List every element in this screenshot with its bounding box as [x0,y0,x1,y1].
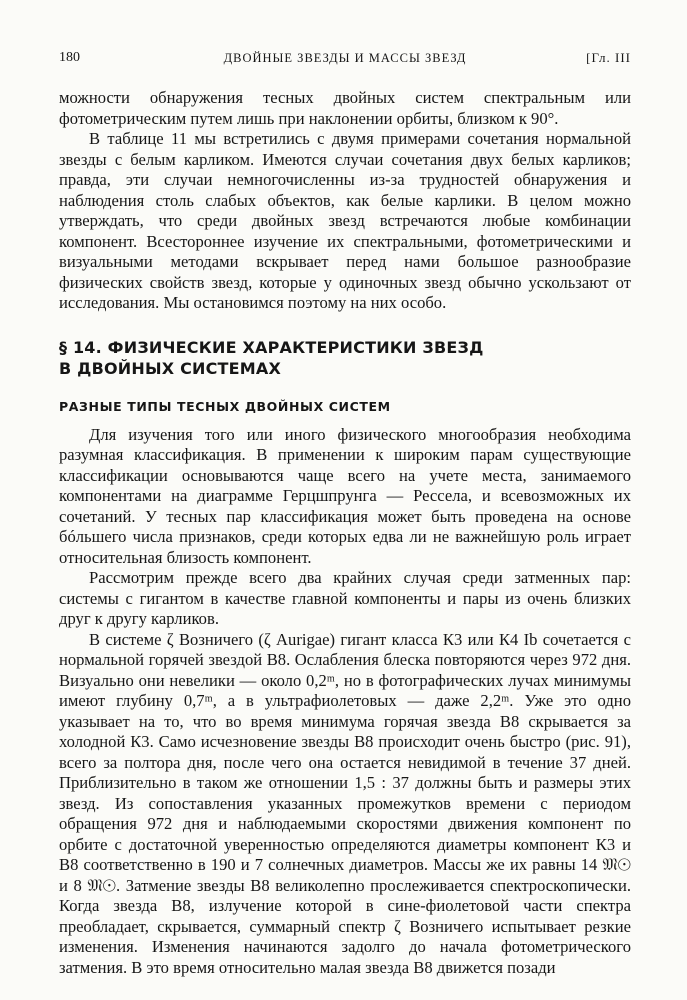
page-number: 180 [59,50,80,65]
paragraph-white-dwarfs: В таблице 11 мы встретились с двумя примерами сочетания нормальной звезды с белым карликом. Имеются случаи сочетания двух белых карликов; правда, эти случаи немногочисленны из-за трудностей обнаружения и наблюдения столь слабых объектов, как белые карлики. В целом можно утверждать, что среди двойных звезд встречаются любые комбинации компонент. Всестороннее изучение их спектральными, фотометрическими и визуальными методами вскрывает перед нами большое разнообразие физических свойств звезд, которые у одиночных звезд обычно ускользают от исследования. Мы остановимся поэтому на них особо. [59,129,631,312]
subsection-heading: РАЗНЫЕ ТИПЫ ТЕСНЫХ ДВОЙНЫХ СИСТЕМ [59,398,391,414]
section-heading-line2: В ДВОЙНЫХ СИСТЕМАХ [59,358,282,378]
chapter-label: [Гл. III [586,50,631,65]
paragraph-continuation: можности обнаружения тесных двойных систем спектральным или фотометрическим путем лишь при наклонении орбиты, близком к 90°. [59,88,631,128]
page-header [59,50,631,70]
page-body [59,88,631,978]
paragraph-zeta-aurigae: В системе ζ Возничего (ζ Aurigae) гигант класса К3 или К4 Ib сочетается с нормальной горячей звездой В8. Ослабления блеска повторяются через 972 дня. Визуально они невелики — около 0,2ᵐ, но в фотографических лучах минимумы имеют глубину 0,7ᵐ, а в ультрафиолетовых — даже 2,2ᵐ. Уже это одно указывает на то, что во время минимума горячая звезда В8 скрывается за холодной К3. Само исчезновение звезды В8 происходит очень быстро (рис. 91), всего за полтора дня, после чего она остается невидимой в течение 37 дней. Приблизительно в таком же отношении 1,5 : 37 должны быть и размеры этих звезд. Из сопоставления указанных промежутков времени с периодом обращения 972 дня и наблюдаемыми скоростями движения компонент по орбите с достаточной уверенностью определяются диаметры компонент К3 и В8 соответственно в 190 и 7 солнечных диаметров. Массы же их равны 14 𝔐☉ и 8 𝔐☉. Затмение звезды В8 великолепно прослеживается спектроскопически. Когда звезда В8, излучение которой в сине-фиолетовой части спектра преобладает, скрывается, суммарный спектр ζ Возничего испытывает резкие изменения. Изменения начинаются задолго до начала фотометрического затмения. В это время относительно малая звезда В8 движется позади [59,629,631,977]
running-title: ДВОЙНЫЕ ЗВЕЗДЫ И МАССЫ ЗВЕЗД [223,51,467,65]
section-heading [59,337,631,379]
paragraph-extreme-cases: Рассмотрим прежде всего два крайних случая среди затменных пар: системы с гигантом в качестве главной компоненты и пары из очень близких друг к другу карликов. [59,568,631,628]
paragraph-classification: Для изучения того или иного физического многообразия необходима разумная классификация. В применении к широким парам существующие классификации основываются чаще всего на учете места, занимаемого компонентами на диаграмме Герцшпрунга — Рессела, и всевозможных их сочетаний. У тесных пар классификация может быть проведена на основе бóльшего числа признаков, среди которых едва ли не важнейшую роль играет относительная близость компонент. [59,424,631,567]
section-heading-line1: § 14. ФИЗИЧЕСКИЕ ХАРАКТЕРИСТИКИ ЗВЕЗД [59,337,484,357]
